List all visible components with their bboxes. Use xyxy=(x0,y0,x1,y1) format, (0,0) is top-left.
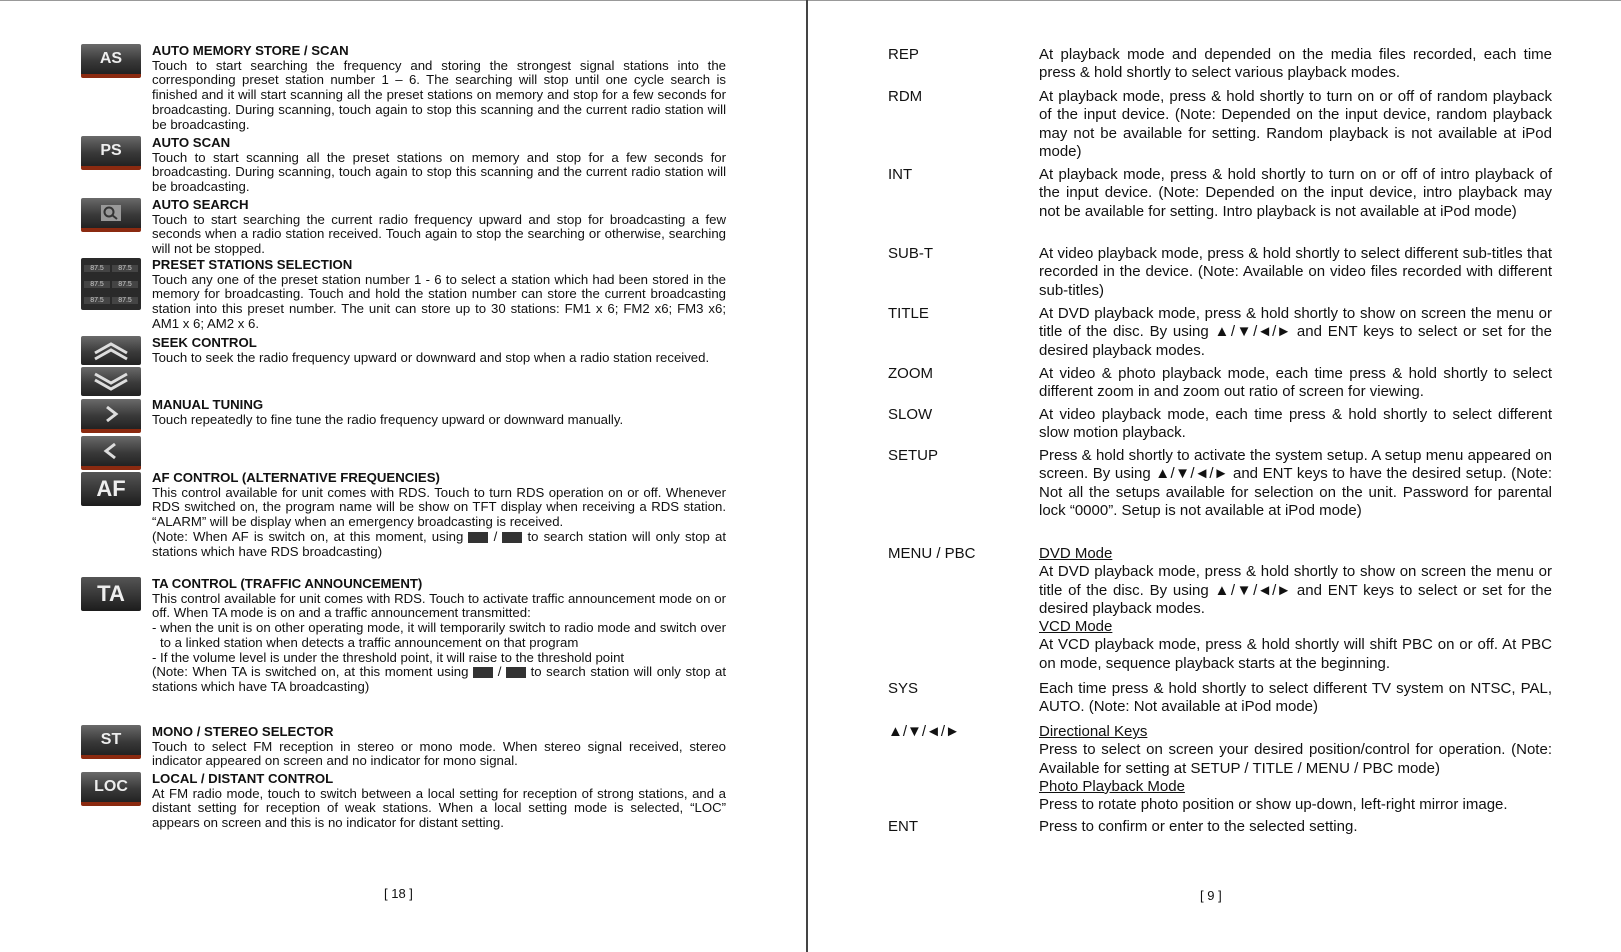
section-mono-stereo xyxy=(152,725,726,769)
note-end: to search station will only stop at stations which have TA broadcasting) xyxy=(152,664,727,694)
seek-up-icon xyxy=(81,336,141,365)
key-label: SLOW xyxy=(888,406,933,423)
key-description: At video playback mode, press & hold shortly to select different sub-titles that recorded in the device. (Note: Available on video files recorded with different sub-titles) xyxy=(1039,245,1552,299)
preset-label: 87.5 xyxy=(112,265,138,272)
seek-down-mini-icon xyxy=(506,667,526,678)
seek-up-mini-icon xyxy=(473,667,493,678)
section-title: TA CONTROL (TRAFFIC ANNOUNCEMENT) xyxy=(152,576,423,591)
seek-down-mini-icon xyxy=(502,532,522,543)
section-local-distant xyxy=(152,772,726,831)
section-af-control xyxy=(152,471,726,559)
key-description: Each time press & hold shortly to select different TV system on NTSC, PAL, AUTO. (Note: Not available at iPod mode) xyxy=(1039,680,1552,716)
section-body: At FM radio mode, touch to switch between a local setting for reception of strong stations, and a distant setting for reception of weak stations. When a local setting mode is selected, “LOC” appears on screen and this is no indicator for distant setting. xyxy=(152,785,726,831)
left-page xyxy=(0,0,806,952)
section-body: Touch to select FM reception in stereo or mono mode. When stereo signal received, stereo indicator appeared on screen and no indicator for mono signal. xyxy=(152,738,726,769)
note-end: to search station will only stop at stations which have RDS broadcasting) xyxy=(152,528,726,559)
key-label: TITLE xyxy=(888,305,929,322)
section-body: Touch repeatedly to fine tune the radio frequency upward or downward manually. xyxy=(152,411,624,427)
section-title: AF CONTROL (ALTERNATIVE FREQUENCIES) xyxy=(152,470,440,485)
note-start: (Note: When AF is switch on, at this moment, using xyxy=(152,528,464,544)
preset-grid-icon xyxy=(81,258,141,310)
key-label: MENU / PBC xyxy=(888,545,976,562)
page-divider xyxy=(806,0,808,952)
seek-up-mini-icon xyxy=(468,532,488,543)
section-auto-search xyxy=(152,198,726,257)
key-description: At playback mode and depended on the media files recorded, each time press & hold shortly to select various playback modes. xyxy=(1039,46,1552,82)
key-label: SUB-T xyxy=(888,245,933,262)
as-button-icon: AS xyxy=(81,44,141,78)
section-manual-tuning xyxy=(152,398,726,427)
key-description: At playback mode, press & hold shortly to turn on or off of intro playback of the input device. (Note: Depended on the input device, intro playback may not be available for setting. Intro playback is not available at iPod mode) xyxy=(1039,166,1552,220)
subheading-directional-keys: Directional Keys xyxy=(1039,723,1148,740)
section-note: (Note: When TA is switched on, at this moment using / to search station will only stop at stations which have TA broadcasting) xyxy=(152,664,727,694)
key-description: Press & hold shortly to activate the system setup. A setup menu appeared on screen. By using ▲/▼/◄/► and ENT keys to have the desired setup. (Note: Not all the setups available for selection on the unit. Password for parental lock “0000”. Setup is not available at iPod mode) xyxy=(1039,447,1552,519)
af-button-icon: AF xyxy=(81,472,141,506)
section-title: AUTO SCAN xyxy=(152,135,231,150)
page-number-left: [ 18 ] xyxy=(384,886,413,901)
section-preset-stations xyxy=(152,258,726,332)
key-description xyxy=(1039,723,1552,814)
preset-label: 87.5 xyxy=(84,265,110,272)
section-auto-memory-store xyxy=(152,44,726,132)
key-description xyxy=(1039,545,1552,673)
section-title: PRESET STATIONS SELECTION xyxy=(152,257,353,272)
key-label: INT xyxy=(888,166,913,183)
section-body: Touch to start searching the current radio frequency upward and stop for broadcasting a few seconds when a radio station received. Touch again to stop the searching or otherwise, searching will not be stopped. xyxy=(152,211,726,257)
key-label: ENT xyxy=(888,818,918,835)
section-seek-control xyxy=(152,336,726,365)
section-body: Touch to start scanning all the preset stations on memory and stop for a few seconds for broadcasting. During scanning, touch again to stop this scanning and the current radio station will be broadcasting. xyxy=(152,149,726,195)
key-label: SYS xyxy=(888,680,919,697)
section-body: This control available for unit comes with RDS. Touch to activate traffic announcement mode on or off. When TA mode is on and a traffic announcement transmitted: xyxy=(152,590,726,621)
key-label: ▲/▼/◄/► xyxy=(888,723,960,740)
section-auto-scan xyxy=(152,136,726,195)
section-title: AUTO MEMORY STORE / SCAN xyxy=(152,43,349,58)
section-title: MONO / STEREO SELECTOR xyxy=(152,724,334,739)
st-button-icon: ST xyxy=(81,725,141,759)
preset-label: 87.5 xyxy=(84,297,110,304)
key-description: At DVD playback mode, press & hold shortly to show on screen the menu or title of the disc. By using ▲/▼/◄/► and ENT keys to select or set for the desired playback modes. xyxy=(1039,305,1552,359)
tune-up-icon xyxy=(81,399,141,433)
subheading-photo-playback: Photo Playback Mode xyxy=(1039,777,1185,795)
subtext: Press to select on screen your desired position/control for operation. (Note: Available for setting at SETUP / TITLE / MENU / PBC mode) xyxy=(1039,741,1552,777)
preset-label: 87.5 xyxy=(112,297,138,304)
section-dash-item: - If the volume level is under the threshold point, it will raise to the threshold point xyxy=(152,649,625,665)
subtext: At VCD playback mode, press & hold shortly will shift PBC on or off. At PBC on mode, sequence playback starts at the beginning. xyxy=(1039,636,1552,672)
section-title: SEEK CONTROL xyxy=(152,335,257,350)
key-label: REP xyxy=(888,46,919,63)
seek-down-icon xyxy=(81,367,141,396)
section-dash-item: - when the unit is on other operating mode, it will temporarily switch to radio mode and switch over to a linked station when detects a traffic announcement on that program xyxy=(152,620,726,650)
subtext: At DVD playback mode, press & hold shortly to show on screen the menu or title of the disc. By using ▲/▼/◄/► and ENT keys to select or set for the desired playback modes. xyxy=(1039,563,1552,617)
section-body: Touch to start searching the frequency and storing the strongest signal stations into the corresponding preset station number 1 – 6. The searching will stop until one cycle search is finished and it will start scanning all the preset stations on memory and stop for a few seconds for broadcasting. During scanning, touch again to stop this scanning and the current radio station will be broadcasting. xyxy=(152,57,726,132)
note-start: (Note: When TA is switched on, at this moment using xyxy=(152,664,469,680)
section-ta-control xyxy=(152,577,726,695)
tune-down-icon xyxy=(81,436,141,470)
section-note: (Note: When AF is switch on, at this moment, using / to search station will only stop at stations which have RDS broadcasting) xyxy=(152,528,726,559)
subtext: Press to rotate photo position or show up-down, left-right mirror image. xyxy=(1039,796,1508,814)
subheading-dvd-mode: DVD Mode xyxy=(1039,545,1113,562)
key-description: Press to confirm or enter to the selected setting. xyxy=(1039,818,1358,835)
subheading-vcd-mode: VCD Mode xyxy=(1039,618,1113,636)
section-body: Touch to seek the radio frequency upward or downward and stop when a radio station received. xyxy=(152,349,710,365)
preset-label: 87.5 xyxy=(84,281,110,288)
ta-button-icon: TA xyxy=(81,577,141,611)
section-body: Touch any one of the preset station number 1 - 6 to select a station which had been stored in the memory for broadcasting. Touch and hold the station number can store the current broadcasting station into this preset number. The unit can store up to 30 stations: FM1 x 6; FM2 x6; FM3 x6; AM1 x 6; AM2 x 6. xyxy=(152,271,726,331)
section-title: LOCAL / DISTANT CONTROL xyxy=(152,771,334,786)
key-label: SETUP xyxy=(888,447,939,464)
ps-button-icon: PS xyxy=(81,136,141,170)
section-title: MANUAL TUNING xyxy=(152,397,264,412)
key-description: At video & photo playback mode, each time press & hold shortly to select different zoom in and zoom out ratio of screen for viewing. xyxy=(1039,365,1552,401)
preset-label: 87.5 xyxy=(112,281,138,288)
loc-button-icon: LOC xyxy=(81,772,141,806)
page-number-right: [ 9 ] xyxy=(1200,888,1222,903)
section-body: This control available for unit comes with RDS. Touch to turn RDS operation on or off. Whenever RDS switched on, the program name will be show on TFT display when receiving a RDS station. “ALARM” will be display when an emergency broadcasting is received. xyxy=(152,484,726,530)
section-title: AUTO SEARCH xyxy=(152,197,249,212)
key-label: ZOOM xyxy=(888,365,933,382)
key-label: RDM xyxy=(888,88,923,105)
search-icon xyxy=(81,198,141,232)
key-description: At video playback mode, each time press & hold shortly to select different slow motion playback. xyxy=(1039,406,1552,442)
key-description: At playback mode, press & hold shortly to turn on or off of random playback of the input device. (Note: Depended on the input device, random playback may not be available for setting. Random playback is not available at iPod mode) xyxy=(1039,88,1552,160)
